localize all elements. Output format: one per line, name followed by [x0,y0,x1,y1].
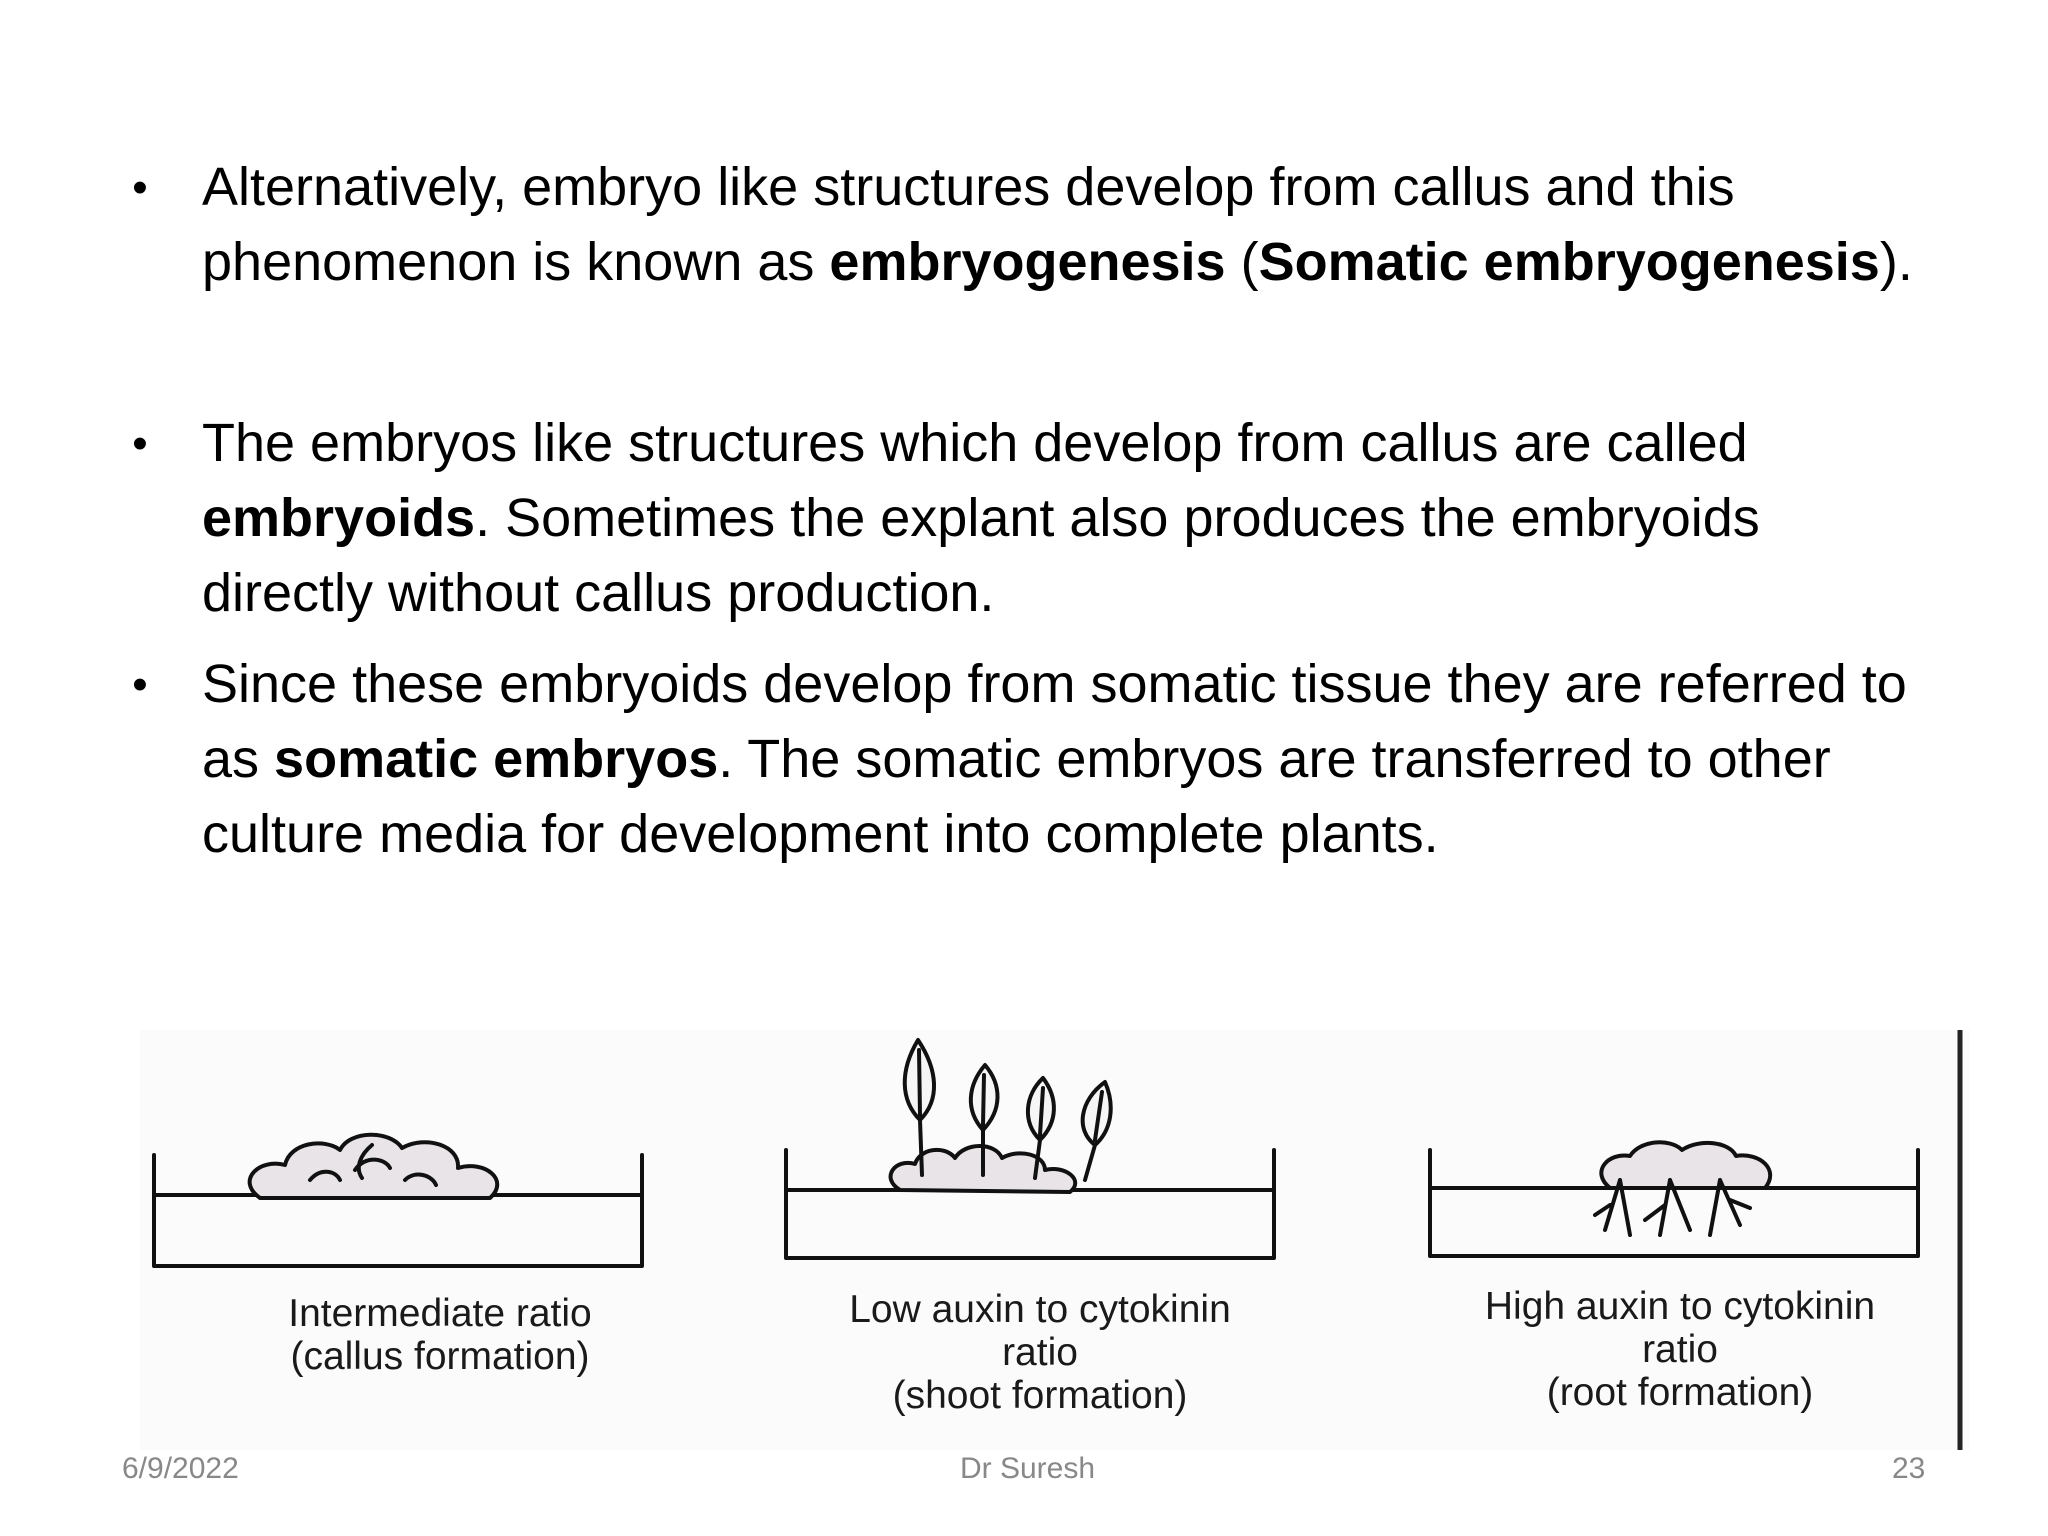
bullet-item-somatic-embryos [120,647,1940,872]
footer-page-number: 23 [1892,1452,1926,1485]
culture-ratio-figure [140,1030,1970,1450]
bullet-text: Alternatively, embryo like structures develop from callus and this phenomenon is known as embryogenesis (Somatic embryogenesis). [202,157,1913,292]
bullet-item-embryoids [120,406,1940,631]
bullet-text: Since these embryoids develop from somatic tissue they are referred to as somatic embryos. The somatic embryos are transferred to other culture media for development into complete plants. [202,654,1907,864]
bullet-dot: • [132,660,148,709]
bullet-item-embryogenesis [120,150,1940,300]
dish-callus [154,1135,642,1266]
bullet-list [120,150,1940,872]
caption-shoot: Low auxin to cytokinin ratio (shoot formation) [849,1288,1231,1417]
footer-date: 6/9/2022 [122,1452,239,1485]
dish-root [1430,1142,1918,1256]
bullet-dot: • [132,419,148,468]
footer-author: Dr Suresh [960,1452,1096,1485]
caption-callus: Intermediate ratio (callus formation) [288,1292,592,1378]
dish-shoot [786,1040,1274,1258]
bullet-text: The embryos like structures which develop from callus are called embryoids. Sometimes the explant also produces the embryoids directly without callus production. [202,413,1760,623]
caption-root: High auxin to cytokinin ratio (root formation) [1484,1285,1876,1414]
bullet-dot: • [132,163,148,212]
